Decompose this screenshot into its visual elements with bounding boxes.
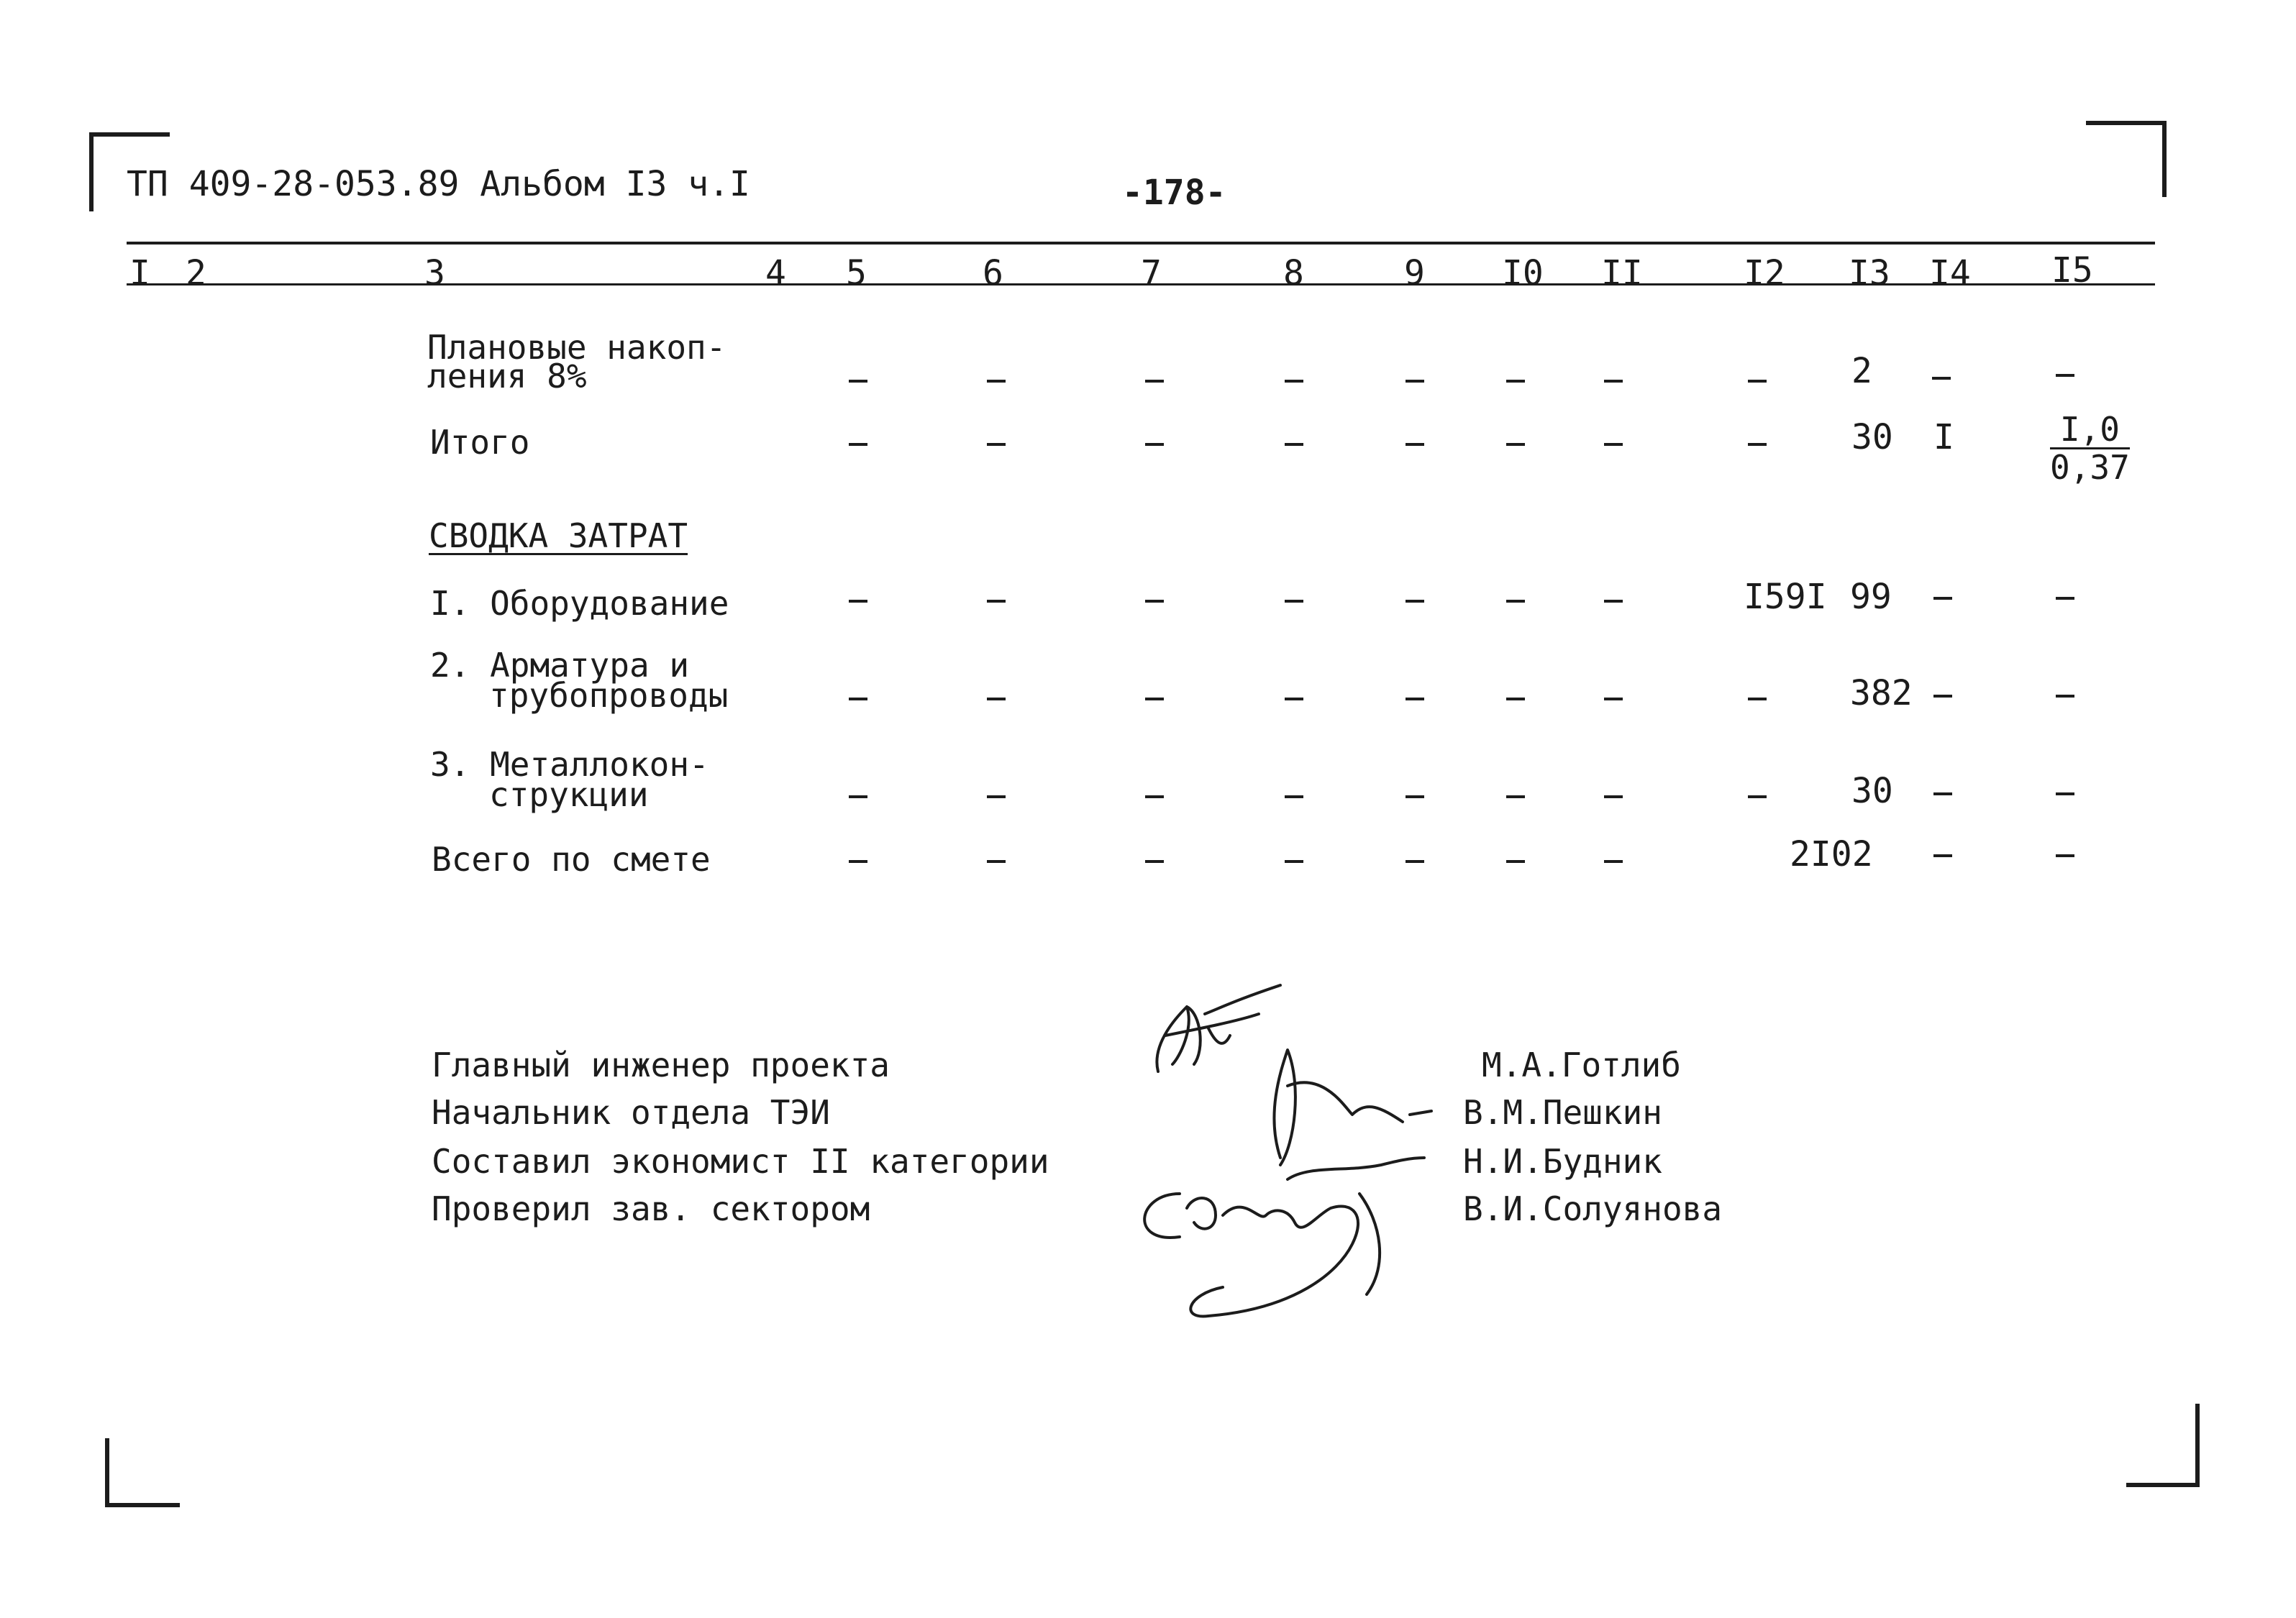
signature-scribble-2 [1237,1043,1467,1201]
empty-cell-dash [1748,698,1767,700]
empty-cell-dash [1604,795,1623,798]
empty-cell-dash [1933,695,1952,698]
row-label: Плановые накоп- [427,328,726,367]
empty-cell-dash [1748,443,1767,446]
cell-col-13: 30 [1851,771,1893,811]
empty-cell-dash [1406,380,1424,383]
signer-role: Проверил зав. сектором [432,1189,870,1228]
empty-cell-dash [2056,695,2074,698]
empty-cell-dash [1145,698,1164,700]
empty-cell-dash [849,860,867,863]
empty-cell-dash [849,443,867,446]
empty-cell-dash [987,600,1006,603]
column-header: 6 [983,253,1003,293]
column-header: I2 [1744,253,1785,293]
signer-role: Главный инженер проекта [432,1046,890,1084]
empty-cell-dash [1933,854,1952,857]
row-label: Итого [430,423,530,462]
empty-cell-dash [1285,698,1303,700]
empty-cell-dash [1406,795,1424,798]
page-number: -178- [1122,173,1226,213]
column-header: 4 [765,253,786,293]
empty-cell-dash [1406,600,1424,603]
column-header: 9 [1404,253,1425,293]
column-header: 8 [1283,253,1304,293]
signer-role: Начальник отдела ТЭИ [432,1093,830,1132]
column-header: I3 [1849,253,1890,293]
empty-cell-dash [849,795,867,798]
signer-name: Н.И.Будник [1463,1142,1662,1181]
empty-cell-dash [1933,792,1952,795]
row-label: 3. Металлокон- [430,745,709,784]
row-label: Всего по смете [432,840,711,879]
empty-cell-dash [2056,854,2074,857]
column-header: 3 [424,253,445,293]
cell-col-13: 30 [1851,417,1893,457]
empty-cell-dash [1145,860,1164,863]
frame-corner-top-left-h [89,132,170,137]
empty-cell-dash [987,795,1006,798]
empty-cell-dash [1285,443,1303,446]
signer-name: В.М.Пешкин [1463,1093,1662,1132]
frame-corner-bottom-right [2195,1404,2200,1487]
empty-cell-dash [849,600,867,603]
column-header: 5 [846,253,867,293]
column-header: I [129,253,150,293]
empty-cell-dash [1748,795,1767,798]
signer-name: В.И.Солуянова [1463,1189,1723,1228]
empty-cell-dash [1145,380,1164,383]
frame-corner-top-right-h [2086,121,2167,125]
table-top-rule [127,242,2155,244]
column-header: 2 [186,253,206,293]
empty-cell-dash [1285,860,1303,863]
row-label: струкции [489,775,649,814]
empty-cell-dash [987,698,1006,700]
cell-col-14: I [1933,417,1954,457]
row-label: I. Оборудование [430,584,729,623]
column-header: I0 [1502,253,1544,293]
column-header: I5 [2051,250,2093,291]
frame-corner-top-left [89,132,94,211]
document-reference: ТП 409-28-053.89 Альбом I3 ч.I [127,164,750,204]
empty-cell-dash [1285,795,1303,798]
cell-col-13: 99 [1850,577,1892,617]
empty-cell-dash [1506,795,1525,798]
column-header: 7 [1141,253,1162,293]
column-header: I4 [1929,253,1971,293]
frame-corner-top-right [2162,121,2167,197]
empty-cell-dash [1604,860,1623,863]
empty-cell-dash [1604,698,1623,700]
empty-cell-dash [1933,597,1952,600]
row-label: ления 8% [427,357,587,396]
fraction-denominator: 0,37 [2050,448,2130,487]
empty-cell-dash [1506,860,1525,863]
empty-cell-dash [849,380,867,383]
empty-cell-dash [1932,377,1951,380]
empty-cell-dash [1604,380,1623,383]
cell-col-12-13: 2I02 [1790,834,1873,874]
row-label: трубопроводы [489,676,729,715]
empty-cell-dash [1285,600,1303,603]
signature-scribble-3 [1122,1179,1424,1323]
frame-corner-bottom-left-h [105,1503,180,1507]
empty-cell-dash [987,443,1006,446]
empty-cell-dash [1406,698,1424,700]
row-label: 2. Арматура и [430,646,690,685]
fraction-numerator: I,0 [2050,413,2130,449]
empty-cell-dash [1506,600,1525,603]
signer-name: М.А.Готлиб [1482,1046,1681,1084]
empty-cell-dash [1285,380,1303,383]
empty-cell-dash [2056,597,2074,600]
empty-cell-dash [987,860,1006,863]
empty-cell-dash [849,698,867,700]
signer-role: Составил экономист II категории [432,1142,1049,1181]
empty-cell-dash [987,380,1006,383]
empty-cell-dash [1506,380,1525,383]
frame-corner-bottom-left [105,1438,109,1507]
cell-col-12: I59I [1744,577,1827,617]
empty-cell-dash [1145,795,1164,798]
empty-cell-dash [1145,600,1164,603]
empty-cell-dash [1406,860,1424,863]
empty-cell-dash [1145,443,1164,446]
empty-cell-dash [1506,443,1525,446]
empty-cell-dash [1506,698,1525,700]
cell-col-15-fraction [2050,410,2130,487]
empty-cell-dash [1406,443,1424,446]
cell-col-13: 382 [1850,673,1913,713]
frame-corner-bottom-right-h [2126,1483,2198,1487]
cell-col-13: 2 [1851,351,1872,391]
empty-cell-dash [1604,443,1623,446]
empty-cell-dash [1604,600,1623,603]
summary-title: СВОДКА ЗАТРАТ [429,516,688,555]
empty-cell-dash [2056,374,2074,377]
column-header: II [1601,253,1643,293]
empty-cell-dash [2056,792,2074,795]
empty-cell-dash [1748,380,1767,383]
